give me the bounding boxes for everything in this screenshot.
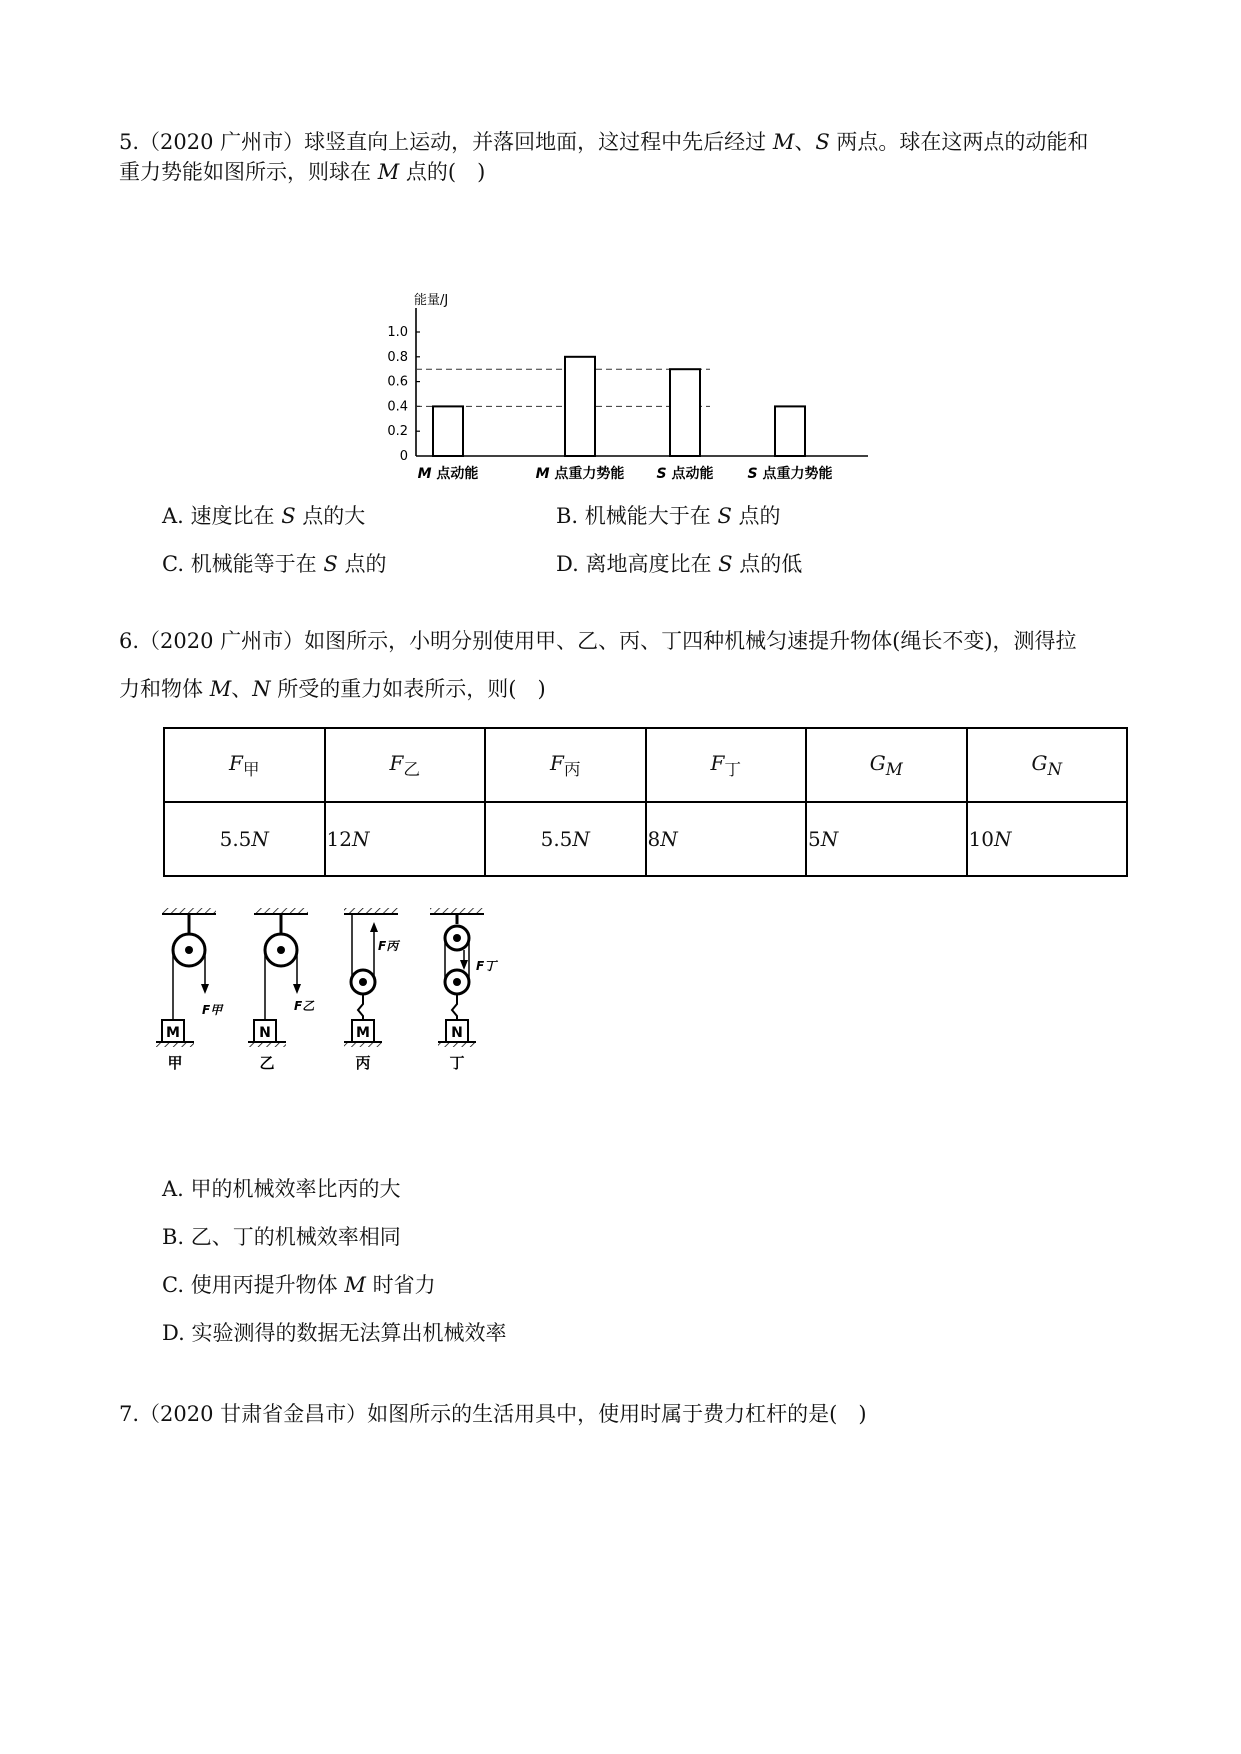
force-table: [163, 727, 1128, 877]
var-m: M: [377, 160, 400, 184]
q7-text: 7.（2020 甘肃省金昌市）如图所示的生活用具中，使用时属于费力杠杆的是( ): [119, 1402, 867, 1426]
header-symbol: G: [869, 751, 886, 775]
q6-text: 力和物体: [119, 677, 210, 701]
pulley-axle: [277, 946, 285, 954]
force-arrow: [370, 922, 378, 932]
pulley-axle: [453, 934, 461, 942]
option-text: 离地高度比在: [585, 552, 719, 576]
cell-unit: N: [820, 827, 839, 851]
header-f-ding: [646, 728, 807, 802]
cell-number: 12: [326, 827, 352, 851]
bar: [433, 406, 463, 456]
ground-hatch: [438, 1042, 476, 1047]
cell-unit: N: [993, 827, 1012, 851]
header-subscript: 甲: [242, 759, 260, 779]
pulley-yi: [248, 908, 315, 1072]
q7-line1: [119, 1390, 1129, 1439]
y-ticks: [387, 325, 420, 464]
option-text: 时省力: [365, 1273, 436, 1297]
q6-text: 6.（2020 广州市）如图所示，小明分别使用甲、乙、丙、丁四种机械匀速提升物体(绳长不变)，测得拉: [119, 629, 1077, 653]
option-text: 点的低: [732, 552, 803, 576]
energy-bar-chart: [380, 280, 880, 490]
option-text: 甲的机械效率比丙的大: [190, 1177, 401, 1201]
table-value-row: [164, 802, 1127, 876]
y-tick-label: 0.6: [387, 374, 408, 390]
pulley-axle: [185, 946, 193, 954]
header-symbol: G: [1031, 751, 1048, 775]
q5-text: 两点。球在这两点的动能和: [829, 130, 1089, 154]
category-var: M: [535, 466, 555, 482]
x-tick-label: [536, 465, 625, 482]
q5-option-b[interactable]: [556, 500, 781, 530]
force-arrow: [293, 984, 301, 994]
cell-number: 10: [968, 827, 994, 851]
var-s: S: [718, 552, 733, 576]
header-subscript: 丁: [724, 759, 742, 779]
option-text: 速度比在: [190, 504, 282, 528]
bar: [775, 406, 805, 456]
ground-hatch: [156, 1042, 194, 1047]
cell-unit: N: [251, 827, 269, 851]
pulley-axle: [359, 978, 367, 986]
option-letter: D.: [162, 1321, 185, 1345]
var-s: S: [281, 504, 296, 528]
header-symbol: F: [389, 750, 404, 775]
header-f-yi: [325, 728, 486, 802]
cell-unit: N: [351, 827, 370, 851]
diagram-label: 丁: [449, 1054, 465, 1072]
option-text: 使用丙提升物体: [190, 1273, 345, 1297]
cell-number: 5.5: [540, 827, 573, 851]
header-f-jia: [164, 728, 325, 802]
separator: 、: [794, 130, 816, 154]
y-tick-label: 0.8: [387, 349, 408, 365]
option-letter: A.: [162, 1177, 184, 1201]
q6-line2: [119, 665, 1129, 714]
x-tick-label: [418, 465, 479, 482]
option-letter: C.: [162, 1273, 184, 1297]
option-letter: A.: [162, 504, 184, 528]
header-symbol: F: [710, 750, 725, 775]
q5-option-a[interactable]: [162, 500, 365, 530]
pulley-diagram: [150, 900, 530, 1100]
force-arrow: [460, 960, 468, 970]
category-suffix: 点重力势能: [554, 466, 625, 482]
header-symbol: F: [228, 750, 243, 775]
category-suffix: 点动能: [436, 466, 479, 482]
cell-number: 5: [808, 827, 821, 851]
block-label: N: [259, 1025, 271, 1041]
y-tick-label: 1.0: [387, 325, 408, 340]
header-g-m: [806, 728, 967, 802]
pulley-ding: [430, 908, 498, 1072]
var-s: S: [323, 552, 338, 576]
cell-f-yi: [325, 802, 486, 876]
header-subscript: M: [885, 760, 903, 779]
cell-f-ding: [646, 802, 807, 876]
block-label: M: [356, 1025, 370, 1041]
option-letter: B.: [556, 504, 579, 528]
cell-f-bing: [485, 802, 646, 876]
ground-hatch: [248, 1042, 286, 1047]
q6-option-c[interactable]: [162, 1269, 436, 1299]
option-letter: C.: [162, 552, 184, 576]
option-text: 机械能大于在: [584, 504, 718, 528]
header-subscript: 乙: [403, 759, 421, 779]
q5-text: 重力势能如图所示，则球在: [119, 160, 378, 184]
x-labels: [418, 465, 833, 482]
q5-option-d[interactable]: [556, 548, 802, 578]
var-n: N: [252, 677, 271, 701]
q6-option-d[interactable]: [162, 1317, 506, 1347]
y-axis-label: 能量/J: [414, 293, 449, 308]
header-f-bing: [485, 728, 646, 802]
bar: [565, 357, 595, 456]
q6-option-a[interactable]: [162, 1173, 401, 1203]
y-tick-label: 0.2: [387, 424, 408, 440]
y-tick-label: 0: [399, 449, 408, 464]
option-letter: B.: [162, 1225, 185, 1249]
option-text: 机械能等于在: [190, 552, 324, 576]
q5-option-c[interactable]: [162, 548, 386, 578]
pulley-jia: [156, 908, 224, 1072]
cell-unit: N: [660, 827, 678, 851]
force-label: F丙: [378, 939, 399, 953]
cell-g-m: [806, 802, 967, 876]
category-suffix: 点动能: [671, 466, 714, 482]
q5-text: 点的( ): [399, 160, 486, 184]
q6-line1: [119, 617, 1129, 666]
category-var: S: [656, 466, 672, 482]
cell-f-jia: [164, 802, 325, 876]
category-var: S: [747, 466, 763, 482]
cell-unit: N: [572, 827, 590, 851]
force-label: F甲: [202, 1003, 223, 1017]
header-symbol: F: [549, 750, 564, 775]
header-g-n: [967, 728, 1128, 802]
block-label: N: [451, 1025, 463, 1041]
table-header-row: [164, 728, 1127, 802]
y-tick-label: 0.4: [387, 399, 408, 415]
q6-text: 所受的重力如表所示，则( ): [270, 677, 546, 701]
category-var: M: [417, 466, 437, 482]
var-m: M: [344, 1273, 366, 1297]
header-subscript: N: [1047, 760, 1063, 779]
q5-text: 5.（2020 广州市）球竖直向上运动，并落回地面，这过程中先后经过: [119, 130, 773, 154]
force-label: F乙: [294, 999, 315, 1013]
option-text: 点的: [731, 504, 781, 528]
force-arrow: [201, 984, 209, 994]
header-subscript: 丙: [563, 759, 581, 779]
option-letter: D.: [556, 552, 579, 576]
diagram-label: 甲: [167, 1054, 183, 1072]
reference-lines: [416, 369, 710, 406]
category-suffix: 点重力势能: [762, 466, 833, 482]
pulley-axle: [453, 978, 461, 986]
q6-option-b[interactable]: [162, 1221, 401, 1251]
cell-g-n: [967, 802, 1128, 876]
diagram-label: 丙: [355, 1054, 371, 1072]
var-s: S: [717, 504, 732, 528]
option-text: 点的大: [295, 504, 366, 528]
q5-line2: [119, 148, 1129, 197]
option-text: 乙、丁的机械效率相同: [190, 1225, 401, 1249]
option-text: 实验测得的数据无法算出机械效率: [191, 1321, 507, 1345]
x-tick-label: [748, 465, 833, 482]
var-m: M: [209, 677, 232, 701]
var-m: M: [772, 130, 795, 154]
block-label: M: [166, 1025, 180, 1041]
var-s: S: [815, 130, 830, 154]
bar: [670, 369, 700, 456]
diagram-label: 乙: [259, 1054, 275, 1072]
hook: [452, 994, 457, 1020]
x-tick-label: [657, 465, 714, 482]
cell-number: 8: [647, 827, 661, 851]
pulley-bing: [344, 908, 401, 1072]
option-text: 点的: [337, 552, 387, 576]
cell-number: 5.5: [219, 827, 252, 851]
hook: [358, 994, 363, 1020]
ground-hatch: [344, 1042, 382, 1047]
force-label: F丁: [476, 959, 497, 973]
separator: 、: [231, 677, 253, 701]
